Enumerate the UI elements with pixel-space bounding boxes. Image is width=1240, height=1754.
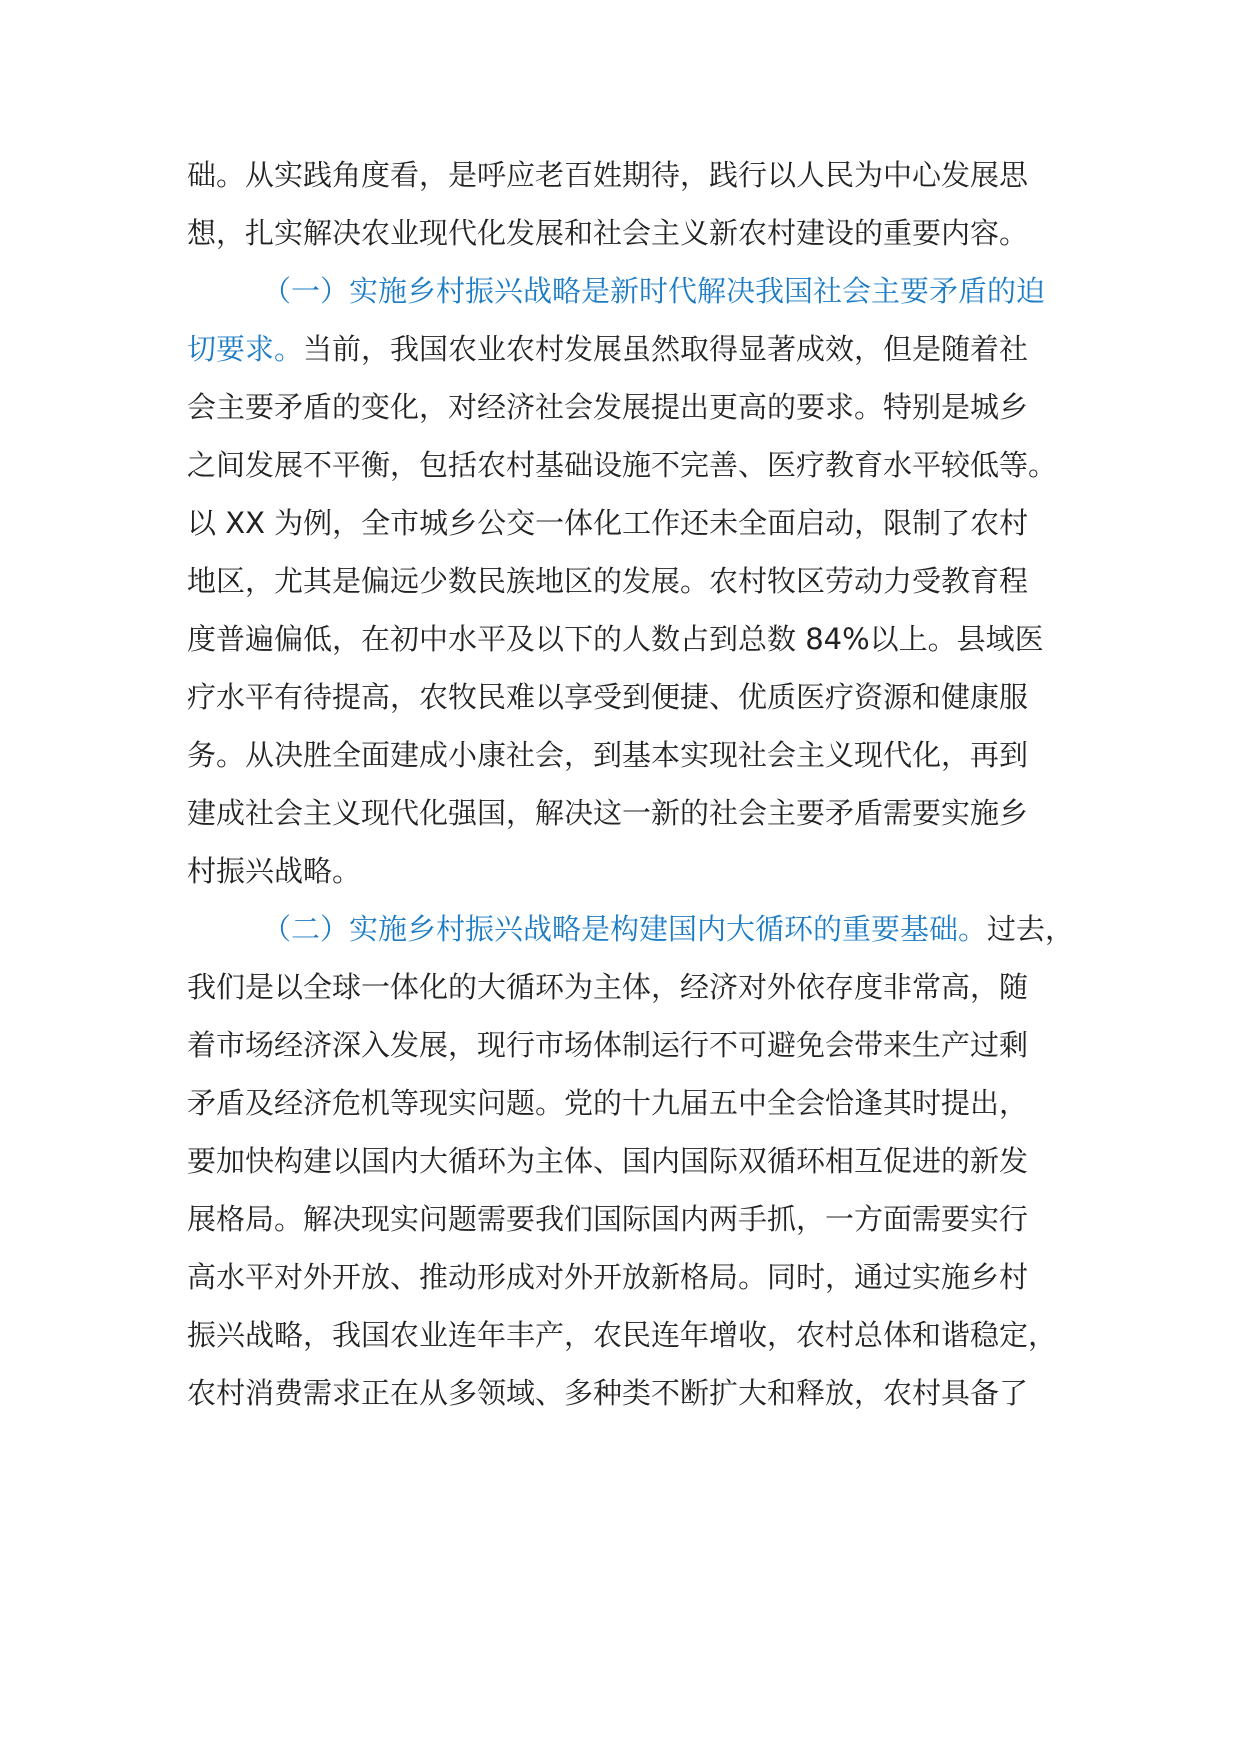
paragraph-text: 当前，我国农业农村发展虽然取得显著成效，但是随着社: [303, 332, 1029, 366]
paragraph-line: 高水平对外开放、推动形成对外开放新格局。同时，通过实施乡村: [187, 1260, 1029, 1294]
paragraph-line: 疗水平有待提高，农牧民难以享受到便捷、优质医疗资源和健康服: [187, 680, 1029, 714]
paragraph-line: 农村消费需求正在从多领域、多种类不断扩大和释放，农村具备了: [187, 1376, 1029, 1410]
section-heading-2: （二）实施乡村振兴战略是构建国内大循环的重要基础。: [262, 912, 988, 946]
paragraph-line: 想，扎实解决农业现代化发展和社会主义新农村建设的重要内容。: [187, 216, 1029, 250]
paragraph-line: 我们是以全球一体化的大循环为主体，经济对外依存度非常高，随: [187, 970, 1029, 1004]
paragraph-line: 度普遍偏低，在初中水平及以下的人数占到总数 84%以上。县域医: [187, 622, 1044, 656]
paragraph-line: 展格局。解决现实问题需要我们国际国内两手抓，一方面需要实行: [187, 1202, 1029, 1236]
paragraph-line: 务。从决胜全面建成小康社会，到基本实现社会主义现代化，再到: [187, 738, 1029, 772]
paragraph-text: 过去，: [987, 912, 1075, 946]
paragraph-line: 要加快构建以国内大循环为主体、国内国际双循环相互促进的新发: [187, 1144, 1029, 1178]
section-heading-1-end: 切要求。: [187, 332, 304, 366]
paragraph-line: 地区，尤其是偏远少数民族地区的发展。农村牧区劳动力受教育程: [187, 564, 1029, 598]
paragraph-line: 建成社会主义现代化强国，解决这一新的社会主要矛盾需要实施乡: [187, 796, 1029, 830]
paragraph-line: 振兴战略，我国农业连年丰产，农民连年增收，农村总体和谐稳定，: [187, 1318, 1058, 1352]
paragraph-line: 矛盾及经济危机等现实问题。党的十九届五中全会恰逢其时提出，: [187, 1086, 1029, 1120]
paragraph-line: 村振兴战略。: [187, 854, 362, 888]
paragraph-line: 以 XX 为例，全市城乡公交一体化工作还未全面启动，限制了农村: [187, 506, 1029, 540]
section-heading-1: （一）实施乡村振兴战略是新时代解决我国社会主要矛盾的迫: [262, 274, 1046, 308]
paragraph-line: [262, 909, 1074, 949]
paragraph-line: 之间发展不平衡，包括农村基础设施不完善、医疗教育水平较低等。: [187, 448, 1058, 482]
paragraph-line: 着市场经济深入发展，现行市场体制运行不可避免会带来生产过剩: [187, 1028, 1029, 1062]
paragraph-line: [187, 329, 1028, 369]
paragraph-line: 础。从实践角度看，是呼应老百姓期待，践行以人民为中心发展思: [187, 158, 1029, 192]
paragraph-line: 会主要矛盾的变化，对经济社会发展提出更高的要求。特别是城乡: [187, 390, 1029, 424]
